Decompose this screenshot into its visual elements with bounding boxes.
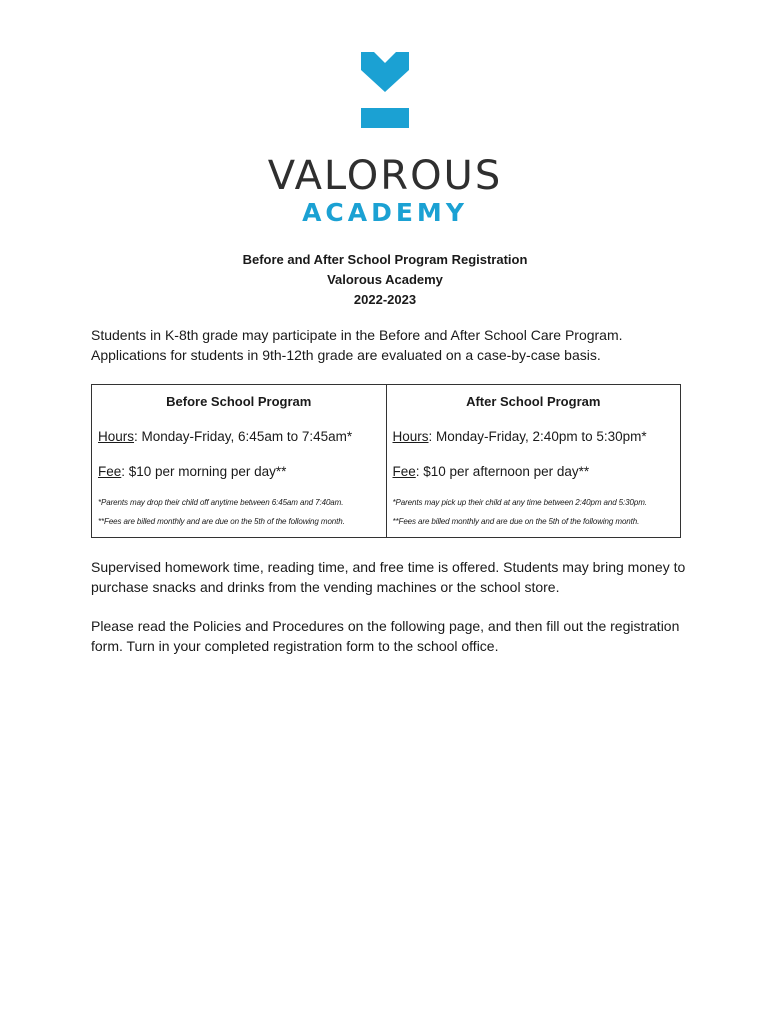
supervision-line-2: purchase snacks and drinks from the vending machines or the school store. — [91, 578, 560, 595]
after-note-pickup: *Parents may pick up their child at any time between 2:40pm and 5:30pm. — [392, 498, 647, 507]
intro-line-2: Applications for students in 9th-12th grade are evaluated on a case-by-case basis. — [91, 346, 601, 363]
logo-title: VALOROUS — [267, 153, 503, 199]
fee-label: Fee — [392, 464, 416, 479]
intro-line-1: Students in K-8th grade may participate in the Before and After School Care Program. — [91, 327, 623, 343]
fee-label: Fee — [98, 464, 122, 479]
before-hours — [98, 419, 380, 454]
supervision-line-1: Supervised homework time, reading time, and free time is offered. Students may bring money to — [91, 559, 686, 575]
after-note-billing: **Fees are billed monthly and are due on the 5th of the following month. — [392, 517, 640, 526]
instructions-line-1: Please read the Policies and Procedures on the following page, and then fill out the registration — [91, 618, 680, 634]
hours-label: Hours — [392, 429, 429, 444]
before-note-dropoff: *Parents may drop their child off anytime between 6:45am and 7:40am. — [98, 498, 344, 507]
logo-subtitle: ACADEMY — [302, 198, 468, 227]
heading-title: Before and After School Program Registration — [242, 252, 528, 267]
school-logo — [0, 52, 770, 225]
heading-year: 2022-2023 — [353, 292, 417, 307]
fee-value: : $10 per afternoon per day** — [415, 464, 590, 479]
hours-value: : Monday-Friday, 6:45am to 7:45am* — [134, 429, 353, 444]
after-hours — [393, 419, 675, 454]
intro-paragraph — [91, 326, 691, 365]
before-fee — [98, 454, 380, 489]
before-note-billing: **Fees are billed monthly and are due on the 5th of the following month. — [98, 517, 345, 526]
hours-value: : Monday-Friday, 2:40pm to 5:30pm* — [428, 429, 647, 444]
document-heading — [0, 250, 770, 310]
valorous-v-mark-icon — [361, 52, 409, 128]
fee-value: : $10 per morning per day** — [121, 464, 287, 479]
after-fee — [393, 454, 675, 489]
before-program-header: Before School Program — [92, 385, 387, 420]
heading-school: Valorous Academy — [327, 272, 443, 287]
hours-label: Hours — [98, 429, 135, 444]
after-program-cell — [386, 419, 681, 538]
instructions-line-2: form. Turn in your completed registration form to the school office. — [91, 637, 499, 654]
instructions-paragraph — [91, 617, 691, 656]
supervision-paragraph — [91, 558, 691, 597]
before-program-cell — [92, 419, 387, 538]
after-program-header: After School Program — [386, 385, 681, 420]
program-table — [91, 384, 681, 538]
